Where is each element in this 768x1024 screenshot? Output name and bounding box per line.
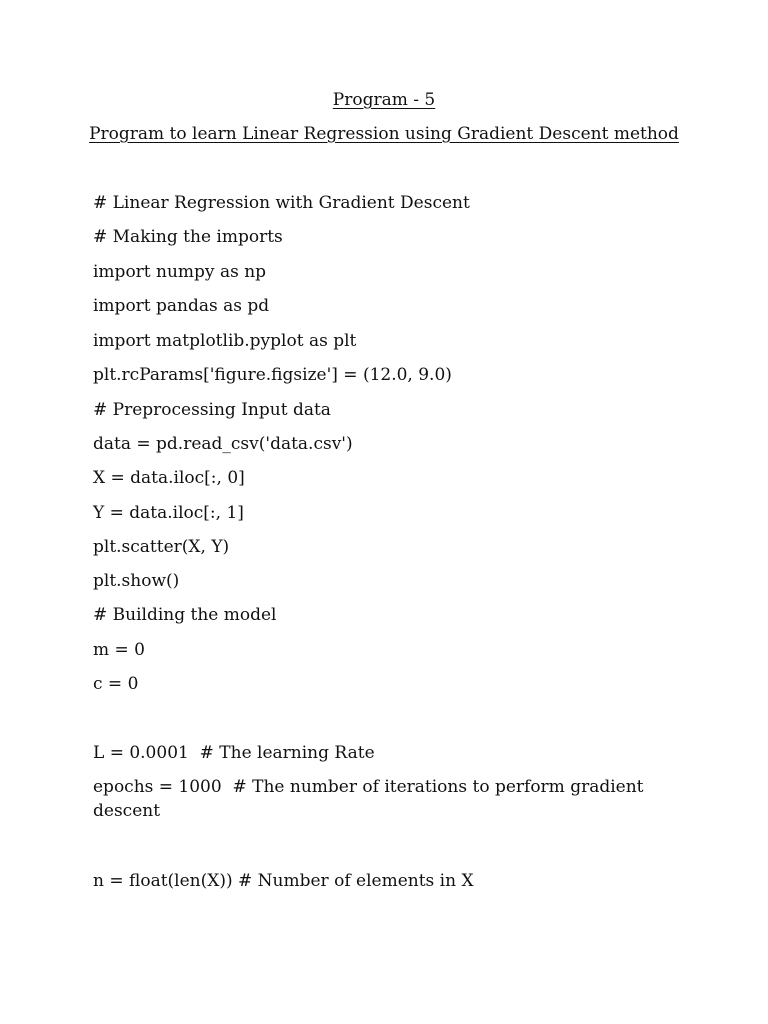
program-number-text: Program - 5: [332, 90, 436, 110]
program-title-heading: [0, 124, 768, 144]
code-line: # Building the model: [93, 605, 277, 625]
code-line: # Preprocessing Input data: [93, 400, 331, 420]
code-line: n = float(len(X)) # Number of elements in X: [93, 871, 474, 891]
code-line: # Making the imports: [93, 227, 283, 247]
code-line: import numpy as np: [93, 262, 267, 282]
code-line: c = 0: [93, 674, 139, 694]
program-title-text: Program to learn Linear Regression using Gradient Descent method: [89, 124, 679, 144]
code-line: L = 0.0001 # The learning Rate: [93, 743, 375, 763]
code-line: m = 0: [93, 640, 145, 660]
program-number-heading: [0, 90, 768, 110]
code-line: plt.show(): [93, 571, 180, 591]
code-line: import pandas as pd: [93, 296, 270, 316]
code-line: epochs = 1000 # The number of iterations to perform gradient: [93, 777, 644, 797]
code-line: plt.scatter(X, Y): [93, 537, 230, 557]
code-line: descent: [93, 801, 161, 821]
code-line: plt.rcParams['figure.figsize'] = (12.0, 9.0): [93, 365, 452, 385]
code-line: X = data.iloc[:, 0]: [93, 468, 245, 488]
code-line: Y = data.iloc[:, 1]: [93, 503, 244, 523]
code-line: import matplotlib.pyplot as plt: [93, 331, 357, 351]
code-line: # Linear Regression with Gradient Descent: [93, 193, 470, 213]
code-line: data = pd.read_csv('data.csv'): [93, 434, 353, 454]
